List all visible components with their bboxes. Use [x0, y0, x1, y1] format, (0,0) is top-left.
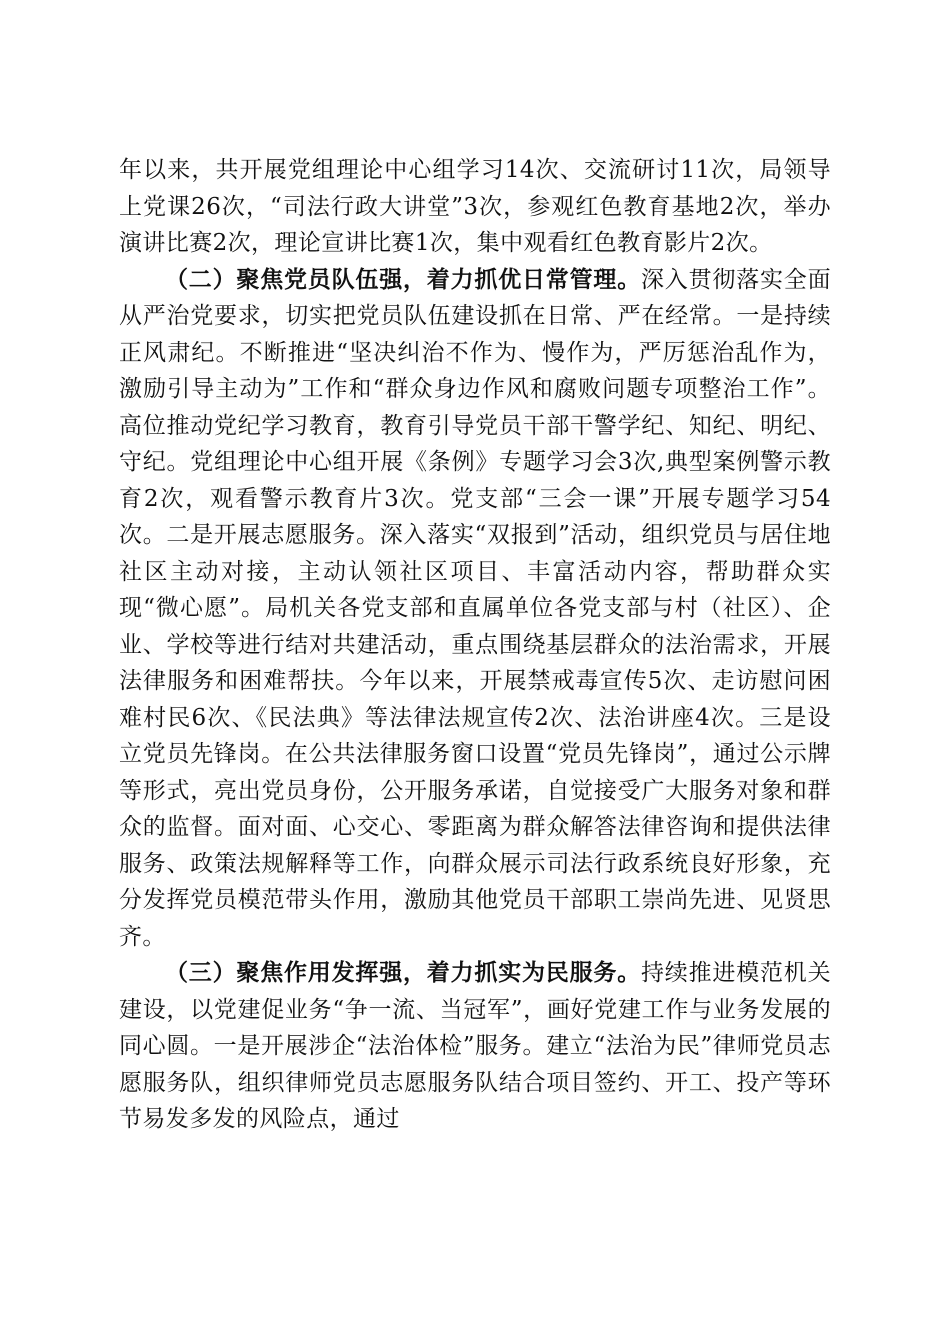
- paragraph-2-text: 深入贯彻落实全面从严治党要求，切实把党员队伍建设抓在日常、严在经常。一是持续正风肃纪。不断推进“坚决纠治不作为、慢作为，严厉惩治乱作为，激励引导主动为”工作和“群众身边作风和腐败问题专项整治工作”。高位推动党纪学习教育，教育引导党员干部干警学纪、知纪、明纪、守纪。党组理论中心组开展《条例》专题学习会3次,典型案例警示教育2次，观看警示教育片3次。党支部“三会一课”开展专题学习54次。二是开展志愿服务。深入落实“双报到”活动，组织党员与居住地社区主动对接，主动认领社区项目、丰富活动内容，帮助群众实现“微心愿”。局机关各党支部和直属单位各党支部与村（社区）、企业、学校等进行结对共建活动，重点围绕基层群众的法治需求，开展法律服务和困难帮扶。今年以来，开展禁戒毒宣传5次、走访慰问困难村民6次、《民法典》等法律法规宣传2次、法治讲座4次。三是设立党员先锋岗。在公共法律服务窗口设置“党员先锋岗”，通过公示牌等形式，亮出党员身份，公开服务承诺，自觉接受广大服务对象和群众的监督。面对面、心交心、零距离为群众解答法律咨询和提供法律服务、政策法规解释等工作，向群众展示司法行政系统良好形象，充分发挥党员模范带头作用，激励其他党员干部职工崇尚先进、见贤思齐。: [119, 266, 831, 950]
- paragraph-1: [119, 152, 831, 262]
- section-heading-2: （二）聚焦党员队伍强，着力抓优日常管理。: [165, 265, 641, 293]
- paragraph-1-text: 年以来，共开展党组理论中心组学习14次、交流研讨11次，局领导上党课26次，“司法行政大讲堂”3次，参观红色教育基地2次，举办演讲比赛2次，理论宣讲比赛1次，集中观看红色教育影片2次。: [119, 157, 831, 256]
- paragraph-2: [119, 262, 831, 956]
- section-heading-3: （三）聚焦作用发挥强，着力抓实为民服务。: [165, 959, 641, 986]
- document-body: [119, 152, 831, 1138]
- paragraph-3: [119, 955, 831, 1138]
- paragraph-3-text: 持续推进模范机关建设，以党建促业务“争一流、当冠军”，画好党建工作与业务发展的同心圆。一是开展涉企“法治体检”服务。建立“法治为民”律师党员志愿服务队，组织律师党员志愿服务队结合项目签约、开工、投产等环节易发多发的风险点，通过: [119, 960, 831, 1132]
